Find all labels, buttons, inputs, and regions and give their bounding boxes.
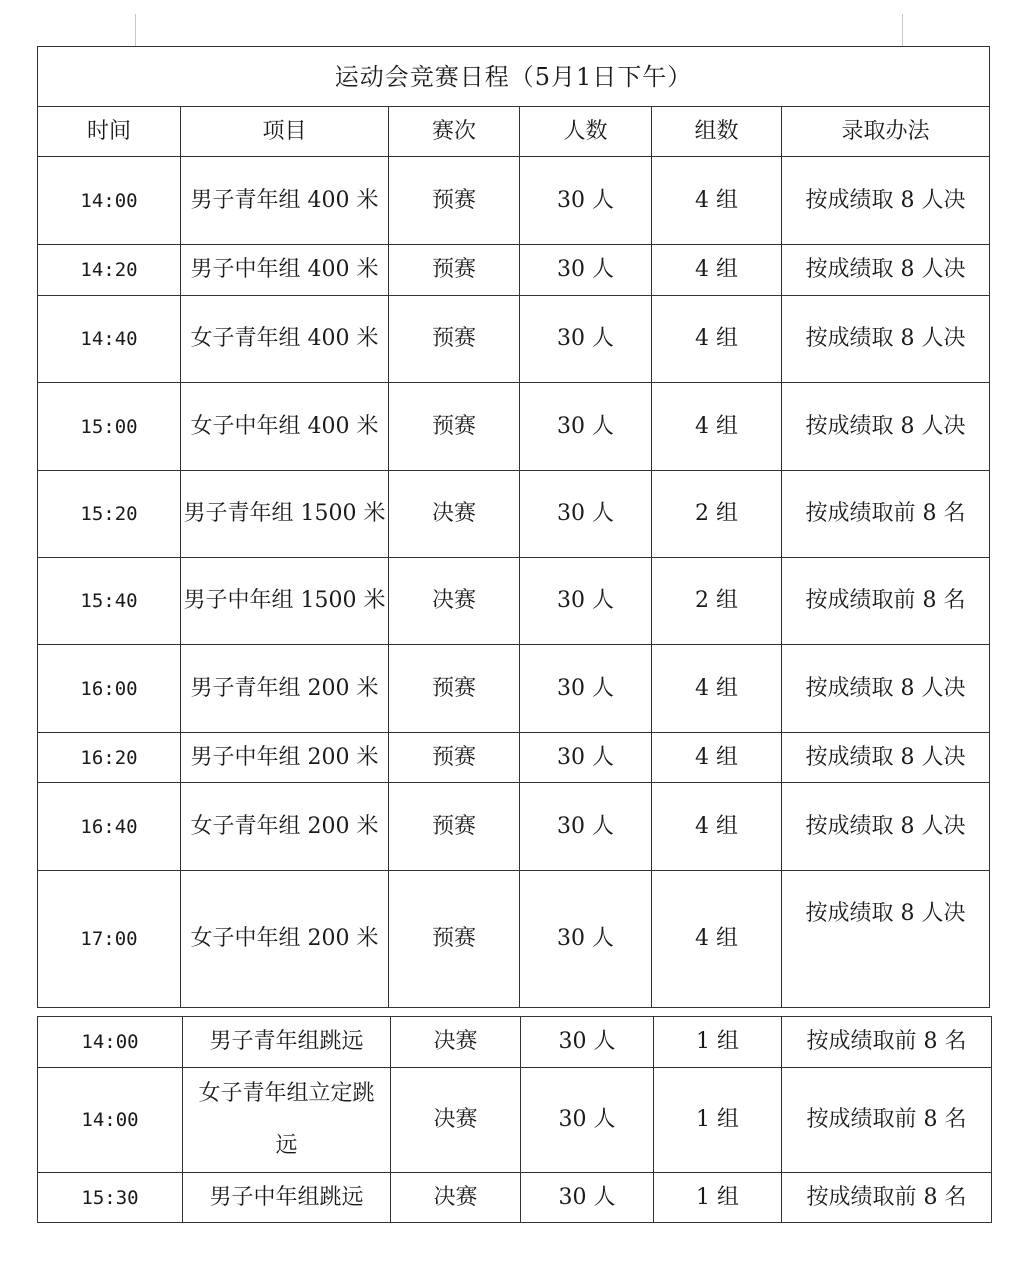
cell-time: 14:20 xyxy=(38,245,181,296)
cell-event: 女子青年组 400 米 xyxy=(181,296,389,383)
schedule-table xyxy=(37,46,990,1008)
cell-method: 按成绩取前 8 名 xyxy=(782,1017,992,1068)
cell-event: 女子中年组 200 米 xyxy=(181,871,389,1008)
cell-round: 预赛 xyxy=(389,783,520,871)
cell-groups: 4 组 xyxy=(652,871,782,1008)
table-row xyxy=(38,157,990,245)
cell-round: 决赛 xyxy=(389,471,520,558)
cell-round: 预赛 xyxy=(389,296,520,383)
cell-count: 30 人 xyxy=(521,1017,654,1068)
cell-round: 决赛 xyxy=(391,1017,521,1068)
table-row xyxy=(38,1017,992,1068)
cell-time: 14:40 xyxy=(38,296,181,383)
cell-time: 16:00 xyxy=(38,645,181,733)
cell-time: 15:40 xyxy=(38,558,181,645)
cell-method: 按成绩取前 8 名 xyxy=(782,471,990,558)
cell-time: 14:00 xyxy=(38,157,181,245)
cell-count: 30 人 xyxy=(520,471,652,558)
cell-method: 按成绩取 8 人决 xyxy=(782,733,990,783)
cell-time: 15:30 xyxy=(38,1173,183,1223)
cell-groups: 4 组 xyxy=(652,383,782,471)
cell-time: 14:00 xyxy=(38,1017,183,1068)
cell-groups: 4 组 xyxy=(652,783,782,871)
cell-event: 女子中年组 400 米 xyxy=(181,383,389,471)
cell-groups: 2 组 xyxy=(652,558,782,645)
cell-method: 按成绩取 8 人决 xyxy=(782,245,990,296)
cell-round: 决赛 xyxy=(391,1173,521,1223)
cell-event: 男子青年组跳远 xyxy=(183,1017,391,1068)
cell-method: 按成绩取 8 人决 xyxy=(782,783,990,871)
cell-time: 14:00 xyxy=(38,1068,183,1173)
table-row xyxy=(38,383,990,471)
cell-groups: 4 组 xyxy=(652,645,782,733)
cell-round: 预赛 xyxy=(389,645,520,733)
cell-count: 30 人 xyxy=(520,296,652,383)
cell-event: 女子青年组 200 米 xyxy=(181,783,389,871)
cell-time: 16:40 xyxy=(38,783,181,871)
cell-count: 30 人 xyxy=(520,558,652,645)
cell-count: 30 人 xyxy=(520,645,652,733)
cell-groups: 4 组 xyxy=(652,245,782,296)
cell-event: 男子中年组 1500 米 xyxy=(181,558,389,645)
cell-method: 按成绩取 8 人决 xyxy=(782,296,990,383)
field-events-table xyxy=(37,1016,992,1223)
header-method: 录取办法 xyxy=(782,107,990,157)
cell-method: 按成绩取 8 人决 xyxy=(782,871,990,1008)
cell-event: 男子中年组 200 米 xyxy=(181,733,389,783)
cell-groups: 4 组 xyxy=(652,157,782,245)
cell-time: 16:20 xyxy=(38,733,181,783)
cell-count: 30 人 xyxy=(521,1068,654,1173)
cell-count: 30 人 xyxy=(520,783,652,871)
cell-groups: 2 组 xyxy=(652,471,782,558)
cell-method: 按成绩取 8 人决 xyxy=(782,645,990,733)
cell-round: 预赛 xyxy=(389,383,520,471)
cell-time: 17:00 xyxy=(38,871,181,1008)
cell-event: 男子青年组 1500 米 xyxy=(181,471,389,558)
table-row xyxy=(38,558,990,645)
cell-count: 30 人 xyxy=(520,383,652,471)
cell-method: 按成绩取 8 人决 xyxy=(782,157,990,245)
cell-event xyxy=(183,1068,391,1173)
table-row xyxy=(38,733,990,783)
table-row xyxy=(38,471,990,558)
cell-count: 30 人 xyxy=(520,245,652,296)
cell-groups: 1 组 xyxy=(654,1017,782,1068)
cell-event: 男子青年组 400 米 xyxy=(181,157,389,245)
table-row xyxy=(38,645,990,733)
cell-round: 决赛 xyxy=(389,558,520,645)
cell-round: 预赛 xyxy=(389,733,520,783)
cell-round: 决赛 xyxy=(391,1068,521,1173)
table-row xyxy=(38,245,990,296)
cell-round: 预赛 xyxy=(389,871,520,1008)
cell-round: 预赛 xyxy=(389,245,520,296)
table-row xyxy=(38,871,990,1008)
cell-event: 男子中年组 400 米 xyxy=(181,245,389,296)
header-count: 人数 xyxy=(520,107,652,157)
header-event: 项目 xyxy=(181,107,389,157)
cell-event: 男子青年组 200 米 xyxy=(181,645,389,733)
cell-count: 30 人 xyxy=(520,157,652,245)
cell-event-line: 女子青年组立定跳 xyxy=(198,1081,375,1106)
cell-time: 15:00 xyxy=(38,383,181,471)
table-row xyxy=(38,1068,992,1173)
cell-round: 预赛 xyxy=(389,157,520,245)
table-row xyxy=(38,783,990,871)
header-round: 赛次 xyxy=(389,107,520,157)
table-row xyxy=(38,1173,992,1223)
cell-method: 按成绩取前 8 名 xyxy=(782,1068,992,1173)
cell-method: 按成绩取前 8 名 xyxy=(782,558,990,645)
header-time: 时间 xyxy=(38,107,181,157)
cell-event-line: 远 xyxy=(275,1133,298,1158)
table-row xyxy=(38,296,990,383)
cell-time: 15:20 xyxy=(38,471,181,558)
cell-groups: 1 组 xyxy=(654,1173,782,1223)
cell-groups: 4 组 xyxy=(652,296,782,383)
cell-method: 按成绩取前 8 名 xyxy=(782,1173,992,1223)
cell-count: 30 人 xyxy=(521,1173,654,1223)
header-groups: 组数 xyxy=(652,107,782,157)
table-title: 运动会竞赛日程（5月1日下午） xyxy=(38,47,990,107)
cell-count: 30 人 xyxy=(520,871,652,1008)
cell-groups: 1 组 xyxy=(654,1068,782,1173)
header-row xyxy=(38,107,990,157)
page-margin-mark-left xyxy=(135,14,136,46)
cell-count: 30 人 xyxy=(520,733,652,783)
cell-event: 男子中年组跳远 xyxy=(183,1173,391,1223)
cell-groups: 4 组 xyxy=(652,733,782,783)
page-margin-mark-right xyxy=(902,14,903,46)
cell-method: 按成绩取 8 人决 xyxy=(782,383,990,471)
